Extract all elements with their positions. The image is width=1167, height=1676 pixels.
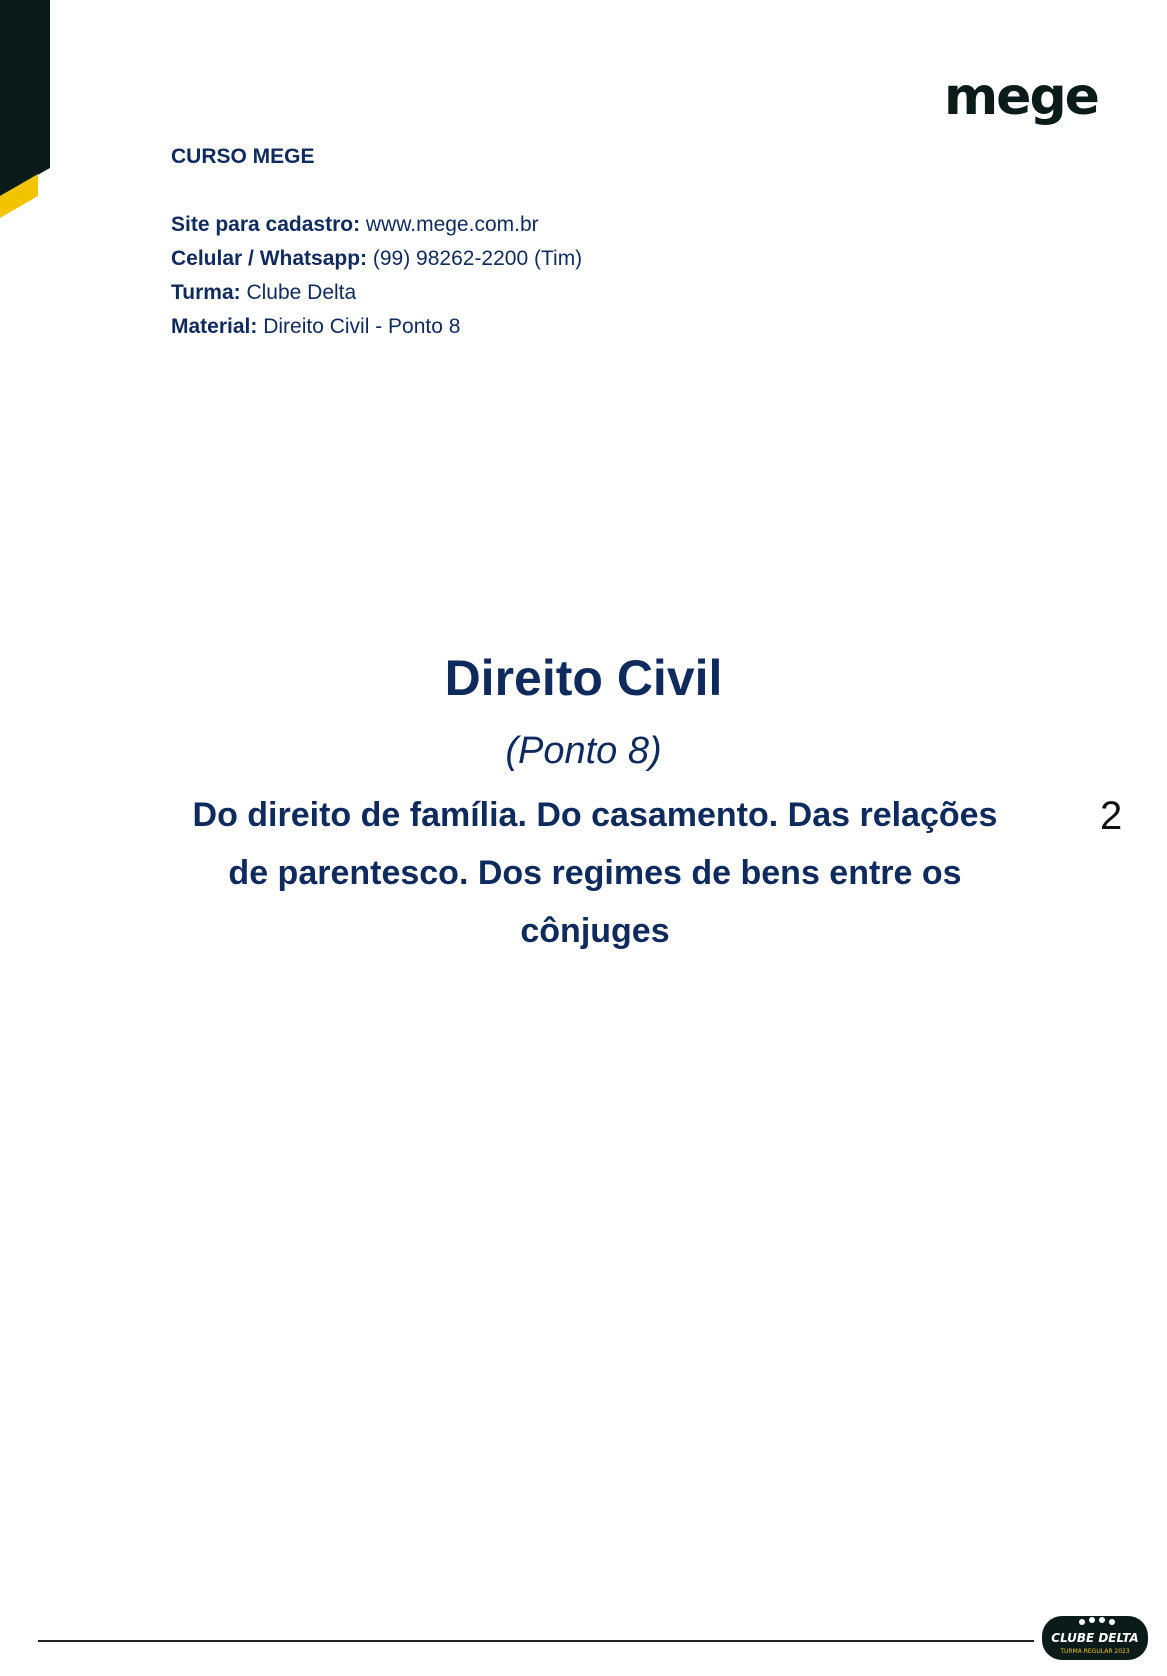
document-topic: Do direito de família. Do casamento. Das relações de parentesco. Dos regimes de bens entre os cônjuges <box>192 796 998 950</box>
info-row-site <box>171 208 871 242</box>
course-info <box>171 140 871 344</box>
svg-text:mege: mege <box>944 72 1098 127</box>
corner-decoration <box>0 0 60 230</box>
class-label: Turma: <box>171 281 241 304</box>
mege-logo <box>944 72 1134 140</box>
phone-label: Celular / Whatsapp: <box>171 247 368 270</box>
material-value: Direito Civil - Ponto 8 <box>257 315 461 338</box>
material-label: Material: <box>171 315 258 338</box>
info-row-phone <box>171 242 871 276</box>
site-label: Site para cadastro: <box>171 213 361 236</box>
document-title: Direito Civil <box>444 650 723 706</box>
site-value: www.mege.com.br <box>360 213 539 236</box>
info-row-class <box>171 276 871 310</box>
course-name: CURSO MEGE <box>171 145 315 168</box>
clube-delta-badge <box>1040 1610 1150 1664</box>
class-value: Clube Delta <box>240 281 357 304</box>
info-row-material <box>171 310 871 344</box>
phone-value: (99) 98262-2200 (Tim) <box>367 247 583 270</box>
footer-divider <box>38 1640 1034 1642</box>
page-number: 2 <box>1100 794 1123 838</box>
svg-text:CLUBE DELTA: CLUBE DELTA <box>1051 1631 1139 1645</box>
document-subtitle: (Ponto 8) <box>505 730 662 772</box>
svg-text:TURMA REGULAR 2023: TURMA REGULAR 2023 <box>1060 1648 1130 1655</box>
